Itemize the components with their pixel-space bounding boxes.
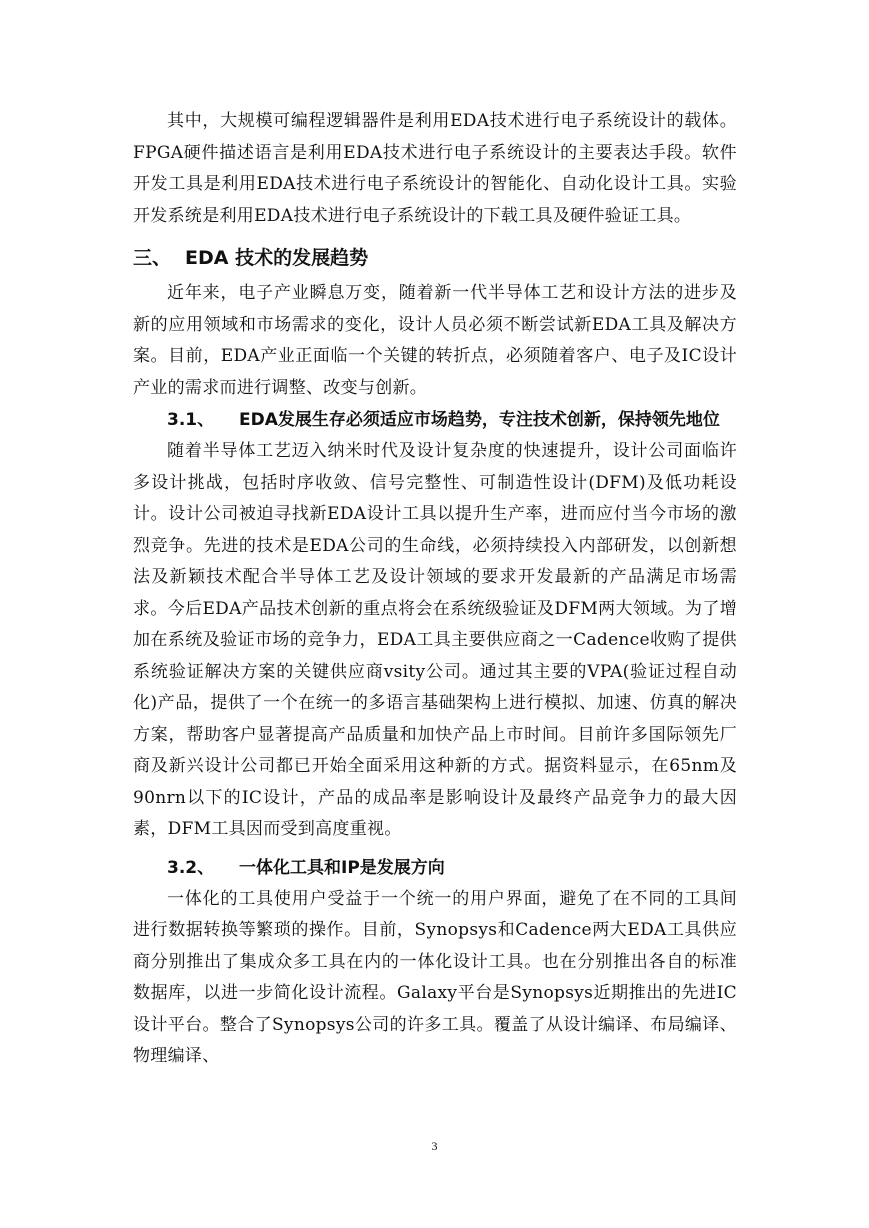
subsection-title: 一体化工具和IP是发展方向: [239, 857, 445, 878]
section-title: EDA 技术的发展趋势: [185, 247, 369, 269]
subsection-number: 3.2、: [167, 857, 215, 878]
section-number: 三、: [133, 247, 172, 269]
subsection-number: 3.1、: [167, 410, 215, 430]
paragraph-3-2: 一体化的工具使用户受益于一个统一的用户界面，避免了在不同的工具间进行数据转换等繁琐的操作。目前，Synopsys和Cadence两大EDA工具供应商分别推出了集成众多工具在内的一体化设计工具。也在分别推出各自的标准数据库，以进一步简化设计流程。Galaxy平台是Synopsys近期推出的先进IC设计平台。整合了Synopsys公司的许多工具。覆盖了从设计编译、布局编译、物理编译、: [133, 888, 737, 1066]
section-heading-3: [133, 240, 737, 276]
subsection-title: EDA发展生存必须适应市场趋势，专注技术创新，保持领先地位: [239, 410, 720, 430]
paragraph-trend: 近年来，电子产业瞬息万变，随着新一代半导体工艺和设计方法的进步及新的应用领域和市场需求的变化，设计人员必须不断尝试新EDA工具及解决方案。目前，EDA产业正面临一个关键的转折点，必须随着客户、电子及IC设计产业的需求而进行调整、改变与创新。: [133, 283, 737, 398]
paragraph-3-1: 随着半导体工艺迈入纳米时代及设计复杂度的快速提升，设计公司面临许多设计挑战，包括时序收敛、信号完整性、可制造性设计(DFM)及低功耗设计。设计公司被迫寻找新EDA设计工具以提升生产率，进而应付当今市场的激烈竞争。先进的技术是EDA公司的生命线，必须持续投入内部研发，以创新想法及新颖技术配合半导体工艺及设计领域的要求开发最新的产品满足市场需求。今后EDA产品技术创新的重点将会在系统级验证及DFM两大领域。为了增加在系统及验证市场的竞争力，EDA工具主要供应商之一Cadence收购了提供系统验证解决方案的关键供应商vsity公司。通过其主要的VPA(验证过程自动化)产品，提供了一个在统一的多语言基础架构上进行模拟、加速、仿真的解决方案，帮助客户显著提高产品质量和加快产品上市时间。目前许多国际领先厂商及新兴设计公司都已开始全面采用这种新的方式。据资料显示，在65nm及90nrn以下的IC设计，产品的成品率是影响设计及最终产品竞争力的最大因素，DFM工具因而受到高度重视。: [133, 441, 737, 839]
subsection-heading-3-2: [133, 852, 737, 884]
page-number: 3: [431, 1139, 438, 1153]
subsection-heading-3-1: [133, 404, 737, 436]
paragraph-intro: 其中，大规模可编程逻辑器件是利用EDA技术进行电子系统设计的载体。FPGA硬件描述语言是利用EDA技术进行电子系统设计的主要表达手段。软件开发工具是利用EDA技术进行电子系统设计的智能化、自动化设计工具。实验开发系统是利用EDA技术进行电子系统设计的下载工具及硬件验证工具。: [133, 111, 737, 226]
page-body: [133, 106, 737, 1073]
